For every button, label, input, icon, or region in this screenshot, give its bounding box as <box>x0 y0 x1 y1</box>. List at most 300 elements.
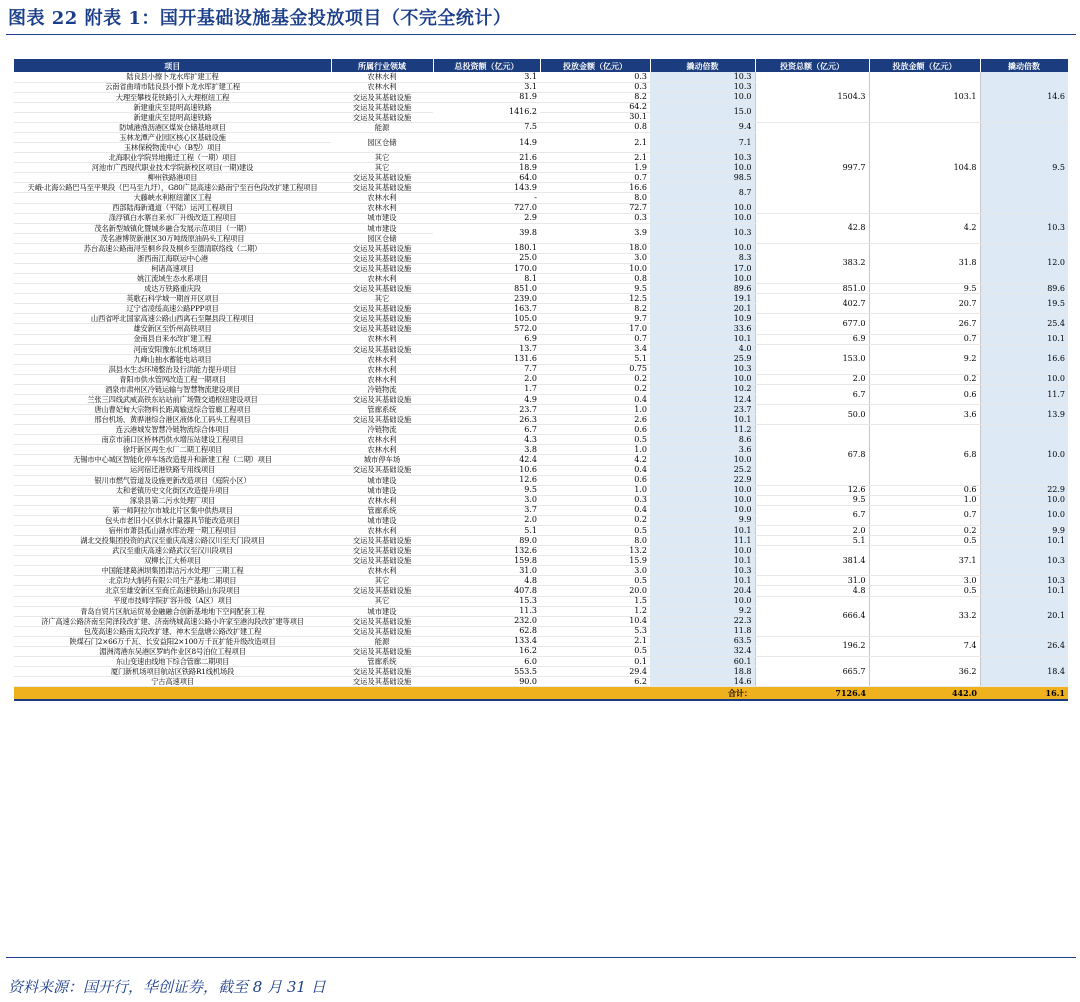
group-invest-cell: 20.7 <box>869 294 980 314</box>
invest-amount-cell: 0.2 <box>540 384 650 394</box>
industry-cell: 交运及其基础设施 <box>331 667 433 677</box>
table-row <box>14 384 1068 394</box>
industry-cell: 交运及其基础设施 <box>331 173 433 183</box>
leverage-cell: 20.4 <box>650 586 755 596</box>
group-invest-cell: 26.7 <box>869 314 980 334</box>
invest-amount-cell: 20.0 <box>540 586 650 596</box>
invest-amount-cell: 2.1 <box>540 132 650 152</box>
total-investment-cell: 64.0 <box>433 173 540 183</box>
figure-title: 图表 22 附表 1：国开基础设施基金投放项目（不完全统计） <box>8 8 512 29</box>
industry-cell: 农林水利 <box>331 354 433 364</box>
industry-cell: 交运及其基础设施 <box>331 536 433 546</box>
industry-cell: 农林水利 <box>331 495 433 505</box>
group-total-cell: 12.6 <box>755 485 869 495</box>
project-name-cell: 淇县水生态环境整治及行洪能力提升项目 <box>14 364 331 374</box>
group-leverage-cell: 10.3 <box>980 546 1068 576</box>
leverage-cell: 10.3 <box>650 72 755 82</box>
table-row <box>14 505 1068 515</box>
project-table <box>14 59 1069 701</box>
group-invest-cell: 1.0 <box>869 495 980 505</box>
group-leverage-cell: 10.0 <box>980 495 1068 505</box>
group-invest-cell: 0.6 <box>869 384 980 404</box>
invest-amount-cell: 9.7 <box>540 314 650 324</box>
industry-cell: 能源 <box>331 122 433 132</box>
industry-cell: 农林水利 <box>331 566 433 576</box>
industry-cell: 其它 <box>331 163 433 173</box>
industry-cell: 交运及其基础设施 <box>331 646 433 656</box>
industry-cell: 农林水利 <box>331 72 433 82</box>
invest-amount-cell: 5.1 <box>540 354 650 364</box>
leverage-cell: 98.5 <box>650 173 755 183</box>
group-leverage-cell: 14.6 <box>980 72 1068 122</box>
leverage-cell: 10.0 <box>650 203 755 213</box>
invest-amount-cell: 0.3 <box>540 82 650 92</box>
project-name-cell: 涤浮镇白水寨自来水厂升级改造工程项目 <box>14 213 331 223</box>
leverage-cell: 10.0 <box>650 274 755 284</box>
invest-amount-cell: 64.2 <box>540 102 650 112</box>
col-header-group-total: 投资总额（亿元） <box>755 59 869 72</box>
leverage-cell: 10.2 <box>650 384 755 394</box>
group-total-cell: 997.7 <box>755 122 869 213</box>
industry-cell: 交运及其基础设施 <box>331 586 433 596</box>
group-total-cell: 666.4 <box>755 596 869 636</box>
total-investment-cell: 143.9 <box>433 183 540 193</box>
group-leverage-cell: 10.1 <box>980 334 1068 344</box>
group-invest-cell: 0.2 <box>869 526 980 536</box>
invest-amount-cell: 30.1 <box>540 112 650 122</box>
leverage-cell: 12.4 <box>650 395 755 405</box>
project-name-cell: 九峰山抽水蓄能电站项目 <box>14 354 331 364</box>
project-name-cell: 厦门新机场项目航站区铁路R1线机场段 <box>14 667 331 677</box>
project-name-cell: 河池市广西现代职业技术学院新校区项目(一期)建设 <box>14 163 331 173</box>
project-name-cell: 大理至攀枝花铁路引入大理枢纽工程 <box>14 92 331 102</box>
industry-cell: 城市停车场 <box>331 455 433 465</box>
group-invest-cell: 3.6 <box>869 405 980 425</box>
total-investment-cell: 10.6 <box>433 465 540 475</box>
invest-amount-cell: 1.0 <box>540 445 650 455</box>
project-name-cell: 无锡市中心城区智能化停车场改造提升和新建工程（二期）项目 <box>14 455 331 465</box>
industry-cell: 交运及其基础设施 <box>331 183 433 193</box>
leverage-cell: 10.1 <box>650 576 755 586</box>
invest-amount-cell: 1.2 <box>540 606 650 616</box>
total-investment-cell: 6.9 <box>433 334 540 344</box>
industry-cell: 农林水利 <box>331 203 433 213</box>
industry-cell: 交运及其基础设施 <box>331 677 433 687</box>
total-investment-cell: 572.0 <box>433 324 540 334</box>
total-investment-cell: 14.9 <box>433 132 540 152</box>
group-leverage-cell: 19.5 <box>980 294 1068 314</box>
group-leverage-cell: 18.4 <box>980 657 1068 687</box>
project-name-cell: 东山变速由线地下综合管廊二期项目 <box>14 657 331 667</box>
leverage-cell: 10.9 <box>650 314 755 324</box>
group-total-cell: 665.7 <box>755 657 869 687</box>
leverage-cell: 25.2 <box>650 465 755 475</box>
group-invest-cell: 37.1 <box>869 546 980 576</box>
table-body <box>14 72 1068 700</box>
industry-cell: 其它 <box>331 294 433 304</box>
invest-amount-cell: 0.1 <box>540 657 650 667</box>
industry-cell: 交运及其基础设施 <box>331 616 433 626</box>
total-investment-cell: 4.8 <box>433 576 540 586</box>
invest-amount-cell: 0.5 <box>540 576 650 586</box>
project-name-cell: 太和老镇历史文化街区改造提升项目 <box>14 485 331 495</box>
group-invest-cell: 31.8 <box>869 243 980 283</box>
table-row <box>14 425 1068 435</box>
group-invest-cell: 103.1 <box>869 72 980 122</box>
leverage-cell: 60.1 <box>650 657 755 667</box>
leverage-cell: 9.4 <box>650 122 755 132</box>
project-name-cell: 金南县自来水改扩建工程 <box>14 334 331 344</box>
group-total-cell: 5.1 <box>755 536 869 546</box>
col-header-project: 项目 <box>14 59 331 72</box>
total-investment-cell: 2.0 <box>433 374 540 384</box>
project-name-cell: 包茂高速公路南太段改扩建、神木至盘塘公路改扩建工程 <box>14 626 331 636</box>
header-row <box>14 59 1068 72</box>
table-row <box>14 596 1068 606</box>
invest-amount-cell: 0.8 <box>540 274 650 284</box>
industry-cell: 能源 <box>331 636 433 646</box>
total-investment-cell: 23.7 <box>433 405 540 415</box>
group-leverage-cell: 10.1 <box>980 586 1068 596</box>
invest-amount-cell: 1.5 <box>540 596 650 606</box>
total-investment-cell: 6.0 <box>433 657 540 667</box>
project-name-cell: 兰张三四线武威高铁东站站前广场暨交通枢纽建设项目 <box>14 395 331 405</box>
total-investment-cell: 90.0 <box>433 677 540 687</box>
leverage-cell: 10.0 <box>650 546 755 556</box>
table-row <box>14 576 1068 586</box>
industry-cell: 城市建设 <box>331 485 433 495</box>
group-total-cell: 6.7 <box>755 505 869 525</box>
group-invest-cell: 9.5 <box>869 284 980 294</box>
group-leverage-cell: 13.9 <box>980 405 1068 425</box>
source-note: 资料来源：国开行，华创证券，截至 8 月 31 日 <box>8 978 326 996</box>
industry-cell: 交运及其基础设施 <box>331 304 433 314</box>
group-total-cell: 2.0 <box>755 526 869 536</box>
total-investment-cell: 18.9 <box>433 163 540 173</box>
industry-cell: 农林水利 <box>331 274 433 284</box>
group-total-cell: 31.0 <box>755 576 869 586</box>
table-row <box>14 344 1068 354</box>
leverage-cell: 11.8 <box>650 626 755 636</box>
group-leverage-cell: 16.6 <box>980 344 1068 374</box>
total-investment-cell: 180.1 <box>433 243 540 253</box>
table-row <box>14 636 1068 646</box>
total-investment-cell: 39.8 <box>433 223 540 243</box>
leverage-cell: 10.0 <box>650 505 755 515</box>
leverage-cell: 10.3 <box>650 223 755 243</box>
invest-amount-cell: 0.5 <box>540 646 650 656</box>
group-total-cell: 42.8 <box>755 213 869 243</box>
table-row <box>14 405 1068 415</box>
group-total-cell: 50.0 <box>755 405 869 425</box>
total-investment-cell: 851.0 <box>433 284 540 294</box>
total-investment-cell: 8.1 <box>433 274 540 284</box>
industry-cell: 城市建设 <box>331 223 433 233</box>
project-name-cell: 济广高速公路济南至菏泽段改扩建、济南绕城高速公路小许家至港沟段改扩建等项目 <box>14 616 331 626</box>
total-investment-cell: 7.7 <box>433 364 540 374</box>
industry-cell: 管廊系统 <box>331 505 433 515</box>
total-investment-cell: 553.5 <box>433 667 540 677</box>
leverage-cell: 22.9 <box>650 475 755 485</box>
invest-amount-cell: 0.6 <box>540 425 650 435</box>
group-leverage-cell: 25.4 <box>980 314 1068 334</box>
total-investment-cell: 3.8 <box>433 445 540 455</box>
project-name-cell: 邢台机场、黄骅港综合港区液体化工码头工程项目 <box>14 415 331 425</box>
invest-amount-cell: 0.2 <box>540 374 650 384</box>
group-total-cell: 9.5 <box>755 495 869 505</box>
leverage-cell: 18.8 <box>650 667 755 677</box>
invest-amount-cell: 0.6 <box>540 475 650 485</box>
group-leverage-cell: 10.0 <box>980 505 1068 525</box>
group-total-cell: 1504.3 <box>755 72 869 122</box>
industry-cell: 农林水利 <box>331 445 433 455</box>
group-leverage-cell: 11.7 <box>980 384 1068 404</box>
leverage-cell: 10.0 <box>650 495 755 505</box>
industry-cell: 园区仓储 <box>331 132 433 152</box>
table-container <box>14 59 1068 701</box>
table-row <box>14 586 1068 596</box>
title-bar <box>0 0 1080 32</box>
group-total-cell: 677.0 <box>755 314 869 334</box>
industry-cell: 交运及其基础设施 <box>331 556 433 566</box>
invest-amount-cell: 13.2 <box>540 546 650 556</box>
table-row <box>14 314 1068 324</box>
group-total-cell: 153.0 <box>755 344 869 374</box>
industry-cell: 交运及其基础设施 <box>331 263 433 273</box>
total-investment-cell: 3.1 <box>433 82 540 92</box>
total-investment-cell: 159.8 <box>433 556 540 566</box>
invest-amount-cell: 2.6 <box>540 415 650 425</box>
leverage-cell: 10.0 <box>650 455 755 465</box>
leverage-cell: 10.0 <box>650 596 755 606</box>
group-invest-cell: 3.0 <box>869 576 980 586</box>
total-investment-cell: 5.1 <box>433 526 540 536</box>
leverage-cell: 11.1 <box>650 536 755 546</box>
invest-amount-cell: 0.4 <box>540 395 650 405</box>
leverage-cell: 10.1 <box>650 556 755 566</box>
leverage-cell: 10.0 <box>650 92 755 102</box>
project-name-cell: 宁古高速项目 <box>14 677 331 687</box>
project-name-cell: 柯诸高速项目 <box>14 263 331 273</box>
industry-cell: 城市建设 <box>331 475 433 485</box>
leverage-cell: 19.1 <box>650 294 755 304</box>
invest-amount-cell: 0.4 <box>540 465 650 475</box>
leverage-cell: 15.0 <box>650 102 755 122</box>
total-investment-cell: 3.0 <box>433 495 540 505</box>
industry-cell: 交运及其基础设施 <box>331 102 433 112</box>
industry-cell: 冷链物流 <box>331 384 433 394</box>
invest-amount-cell: 72.7 <box>540 203 650 213</box>
project-name-cell: 河南安阳豫东北机场项目 <box>14 344 331 354</box>
total-investment-cell: 1416.2 <box>433 102 540 122</box>
industry-cell: 农林水利 <box>331 193 433 203</box>
invest-amount-cell: 10.4 <box>540 616 650 626</box>
invest-amount-cell: 29.4 <box>540 667 650 677</box>
total-investment-cell: 62.8 <box>433 626 540 636</box>
group-total-cell: 67.8 <box>755 425 869 485</box>
group-total-cell: 402.7 <box>755 294 869 314</box>
invest-amount-cell: 10.0 <box>540 263 650 273</box>
total-investment-cell: 42.4 <box>433 455 540 465</box>
table-row <box>14 122 1068 132</box>
leverage-cell: 32.4 <box>650 646 755 656</box>
group-leverage-cell: 26.4 <box>980 636 1068 656</box>
invest-amount-cell: 0.3 <box>540 72 650 82</box>
project-name-cell: 柳州铁路港项目 <box>14 173 331 183</box>
col-header-total-investment: 总投资额（亿元） <box>433 59 540 72</box>
group-leverage-cell: 10.1 <box>980 536 1068 546</box>
total-invest-amount: 442.0 <box>869 687 980 700</box>
group-total-cell: 6.9 <box>755 334 869 344</box>
total-investment-cell: 239.0 <box>433 294 540 304</box>
group-leverage-cell: 9.5 <box>980 122 1068 213</box>
col-header-industry: 所属行业领域 <box>331 59 433 72</box>
group-leverage-cell: 12.0 <box>980 243 1068 283</box>
industry-cell: 交运及其基础设施 <box>331 465 433 475</box>
total-investment-cell: 232.0 <box>433 616 540 626</box>
col-header-group-invest: 投放金额（亿元） <box>869 59 980 72</box>
invest-amount-cell: 8.0 <box>540 193 650 203</box>
total-investment-cell: 727.0 <box>433 203 540 213</box>
invest-amount-cell: 0.3 <box>540 213 650 223</box>
total-investment-cell: 13.7 <box>433 344 540 354</box>
leverage-cell: 10.1 <box>650 415 755 425</box>
leverage-cell: 9.2 <box>650 606 755 616</box>
invest-amount-cell: 8.0 <box>540 536 650 546</box>
project-name-cell: 姚江流域生态水系项目 <box>14 274 331 284</box>
industry-cell: 交运及其基础设施 <box>331 284 433 294</box>
industry-cell: 交运及其基础设施 <box>331 112 433 122</box>
group-invest-cell: 4.2 <box>869 213 980 243</box>
project-name-cell: 苏台高速公路南浔至桐乡段及桐乡至德清联络线（二期） <box>14 243 331 253</box>
total-investment-cell: 7.5 <box>433 122 540 132</box>
col-header-leverage: 撬动倍数 <box>650 59 755 72</box>
industry-cell: 其它 <box>331 153 433 163</box>
invest-amount-cell: 2.1 <box>540 636 650 646</box>
invest-amount-cell: 15.9 <box>540 556 650 566</box>
group-leverage-cell: 10.0 <box>980 425 1068 485</box>
total-investment-cell: 9.5 <box>433 485 540 495</box>
project-name-cell: 武汉至重庆高速公路武汉至汉川段项目 <box>14 546 331 556</box>
invest-amount-cell: 1.9 <box>540 163 650 173</box>
industry-cell: 城市建设 <box>331 606 433 616</box>
group-invest-cell: 0.7 <box>869 334 980 344</box>
project-name-cell: 防城港渔沥港区煤炭仓储基地项目 <box>14 122 331 132</box>
total-investment-cell: 163.7 <box>433 304 540 314</box>
group-invest-cell: 9.2 <box>869 344 980 374</box>
industry-cell: 农林水利 <box>331 334 433 344</box>
invest-amount-cell: 0.3 <box>540 495 650 505</box>
project-name-cell: 英歌石科学城一期首开区项目 <box>14 294 331 304</box>
group-invest-cell: 0.2 <box>869 374 980 384</box>
industry-cell: 农林水利 <box>331 374 433 384</box>
project-name-cell: 天峨-北海公路巴马至平果段（巴马至九圩），G80广昆高速公路南宁至百色段改扩建工程项目 <box>14 183 331 193</box>
project-name-cell: 涿泉县第二污水处理厂项目 <box>14 495 331 505</box>
group-total-cell: 381.4 <box>755 546 869 576</box>
group-total-cell: 383.2 <box>755 243 869 283</box>
total-investment-cell: 15.3 <box>433 596 540 606</box>
invest-amount-cell: 6.2 <box>540 677 650 687</box>
project-name-cell: 玉林龙潭产业园区核心区基础设施 <box>14 132 331 142</box>
leverage-cell: 63.5 <box>650 636 755 646</box>
total-investment-cell: 131.6 <box>433 354 540 364</box>
invest-amount-cell: 0.7 <box>540 173 650 183</box>
invest-amount-cell: 0.75 <box>540 364 650 374</box>
group-total-cell: 196.2 <box>755 636 869 656</box>
project-name-cell: 包头市老旧小区供水计量器具节能改造项目 <box>14 515 331 525</box>
project-name-cell: 云南省曲靖市陆良县小擦卜龙水库扩建工程 <box>14 82 331 92</box>
leverage-cell: 14.6 <box>650 677 755 687</box>
invest-amount-cell: 3.9 <box>540 223 650 243</box>
group-invest-cell: 0.6 <box>869 485 980 495</box>
invest-amount-cell: 0.5 <box>540 435 650 445</box>
total-investment-cell: 1.7 <box>433 384 540 394</box>
industry-cell: 农林水利 <box>331 364 433 374</box>
invest-amount-cell: 0.8 <box>540 122 650 132</box>
total-investment-cell: 21.6 <box>433 153 540 163</box>
project-name-cell: 茂名港博贺新港区30万吨级原油码头工程项目 <box>14 233 331 243</box>
project-name-cell: 青岛自贸片区航运贸易金融融合创新基地地下空间配套工程 <box>14 606 331 616</box>
table-row <box>14 294 1068 304</box>
group-leverage-cell: 9.9 <box>980 526 1068 536</box>
invest-amount-cell: 3.0 <box>540 253 650 263</box>
group-invest-cell: 36.2 <box>869 657 980 687</box>
industry-cell: 交运及其基础设施 <box>331 546 433 556</box>
total-investment-cell: 11.3 <box>433 606 540 616</box>
total-investment-cell: 25.0 <box>433 253 540 263</box>
total-investment-cell: 31.0 <box>433 566 540 576</box>
project-name-cell: 唐山曹妃甸大宗物料长距离输送综合管廊工程项目 <box>14 405 331 415</box>
leverage-cell: 10.3 <box>650 364 755 374</box>
project-name-cell: 南京市浦口区桥林西供水增压站建设工程项目 <box>14 435 331 445</box>
total-investment-cell: 6.7 <box>433 425 540 435</box>
invest-amount-cell: 12.5 <box>540 294 650 304</box>
industry-cell: 管廊系统 <box>331 405 433 415</box>
leverage-cell: 10.3 <box>650 82 755 92</box>
group-leverage-cell: 10.3 <box>980 213 1068 243</box>
industry-cell: 农林水利 <box>331 526 433 536</box>
invest-amount-cell: 8.2 <box>540 304 650 314</box>
invest-amount-cell: 1.0 <box>540 405 650 415</box>
total-investment-cell: 132.6 <box>433 546 540 556</box>
project-name-cell: 雄安新区至忻州高铁项目 <box>14 324 331 334</box>
total-investment-cell: 4.3 <box>433 435 540 445</box>
total-investment-cell: 4.9 <box>433 395 540 405</box>
project-name-cell: 湄洲湾港东吴港区罗屿作业区8号泊位工程项目 <box>14 646 331 656</box>
group-invest-cell: 6.8 <box>869 425 980 485</box>
industry-cell: 交运及其基础设施 <box>331 253 433 263</box>
leverage-cell: 10.1 <box>650 334 755 344</box>
project-name-cell: 中国能建葛洲坝集团津沽污水处理厂三期工程 <box>14 566 331 576</box>
leverage-cell: 17.0 <box>650 263 755 273</box>
table-row <box>14 334 1068 344</box>
table-row <box>14 374 1068 384</box>
project-name-cell: 北海职业学院异地搬迁工程（一期）项目 <box>14 153 331 163</box>
leverage-cell: 7.1 <box>650 132 755 152</box>
group-leverage-cell: 10.0 <box>980 374 1068 384</box>
project-name-cell: 山西省呼北国家高速公路山西离石至隰县段工程项目 <box>14 314 331 324</box>
leverage-cell: 33.6 <box>650 324 755 334</box>
project-name-cell: 第一师阿拉尔市城北片区集中供热项目 <box>14 505 331 515</box>
group-total-cell: 4.8 <box>755 586 869 596</box>
project-name-cell: 辽宁省凌绥高速公路PPP项目 <box>14 304 331 314</box>
table-row <box>14 485 1068 495</box>
project-name-cell: 连云港城发智慧冷链物流综合体项目 <box>14 425 331 435</box>
invest-amount-cell: 17.0 <box>540 324 650 334</box>
group-invest-cell: 0.5 <box>869 536 980 546</box>
project-name-cell: 运河宿迁港铁路专用线项目 <box>14 465 331 475</box>
invest-amount-cell: 3.0 <box>540 566 650 576</box>
